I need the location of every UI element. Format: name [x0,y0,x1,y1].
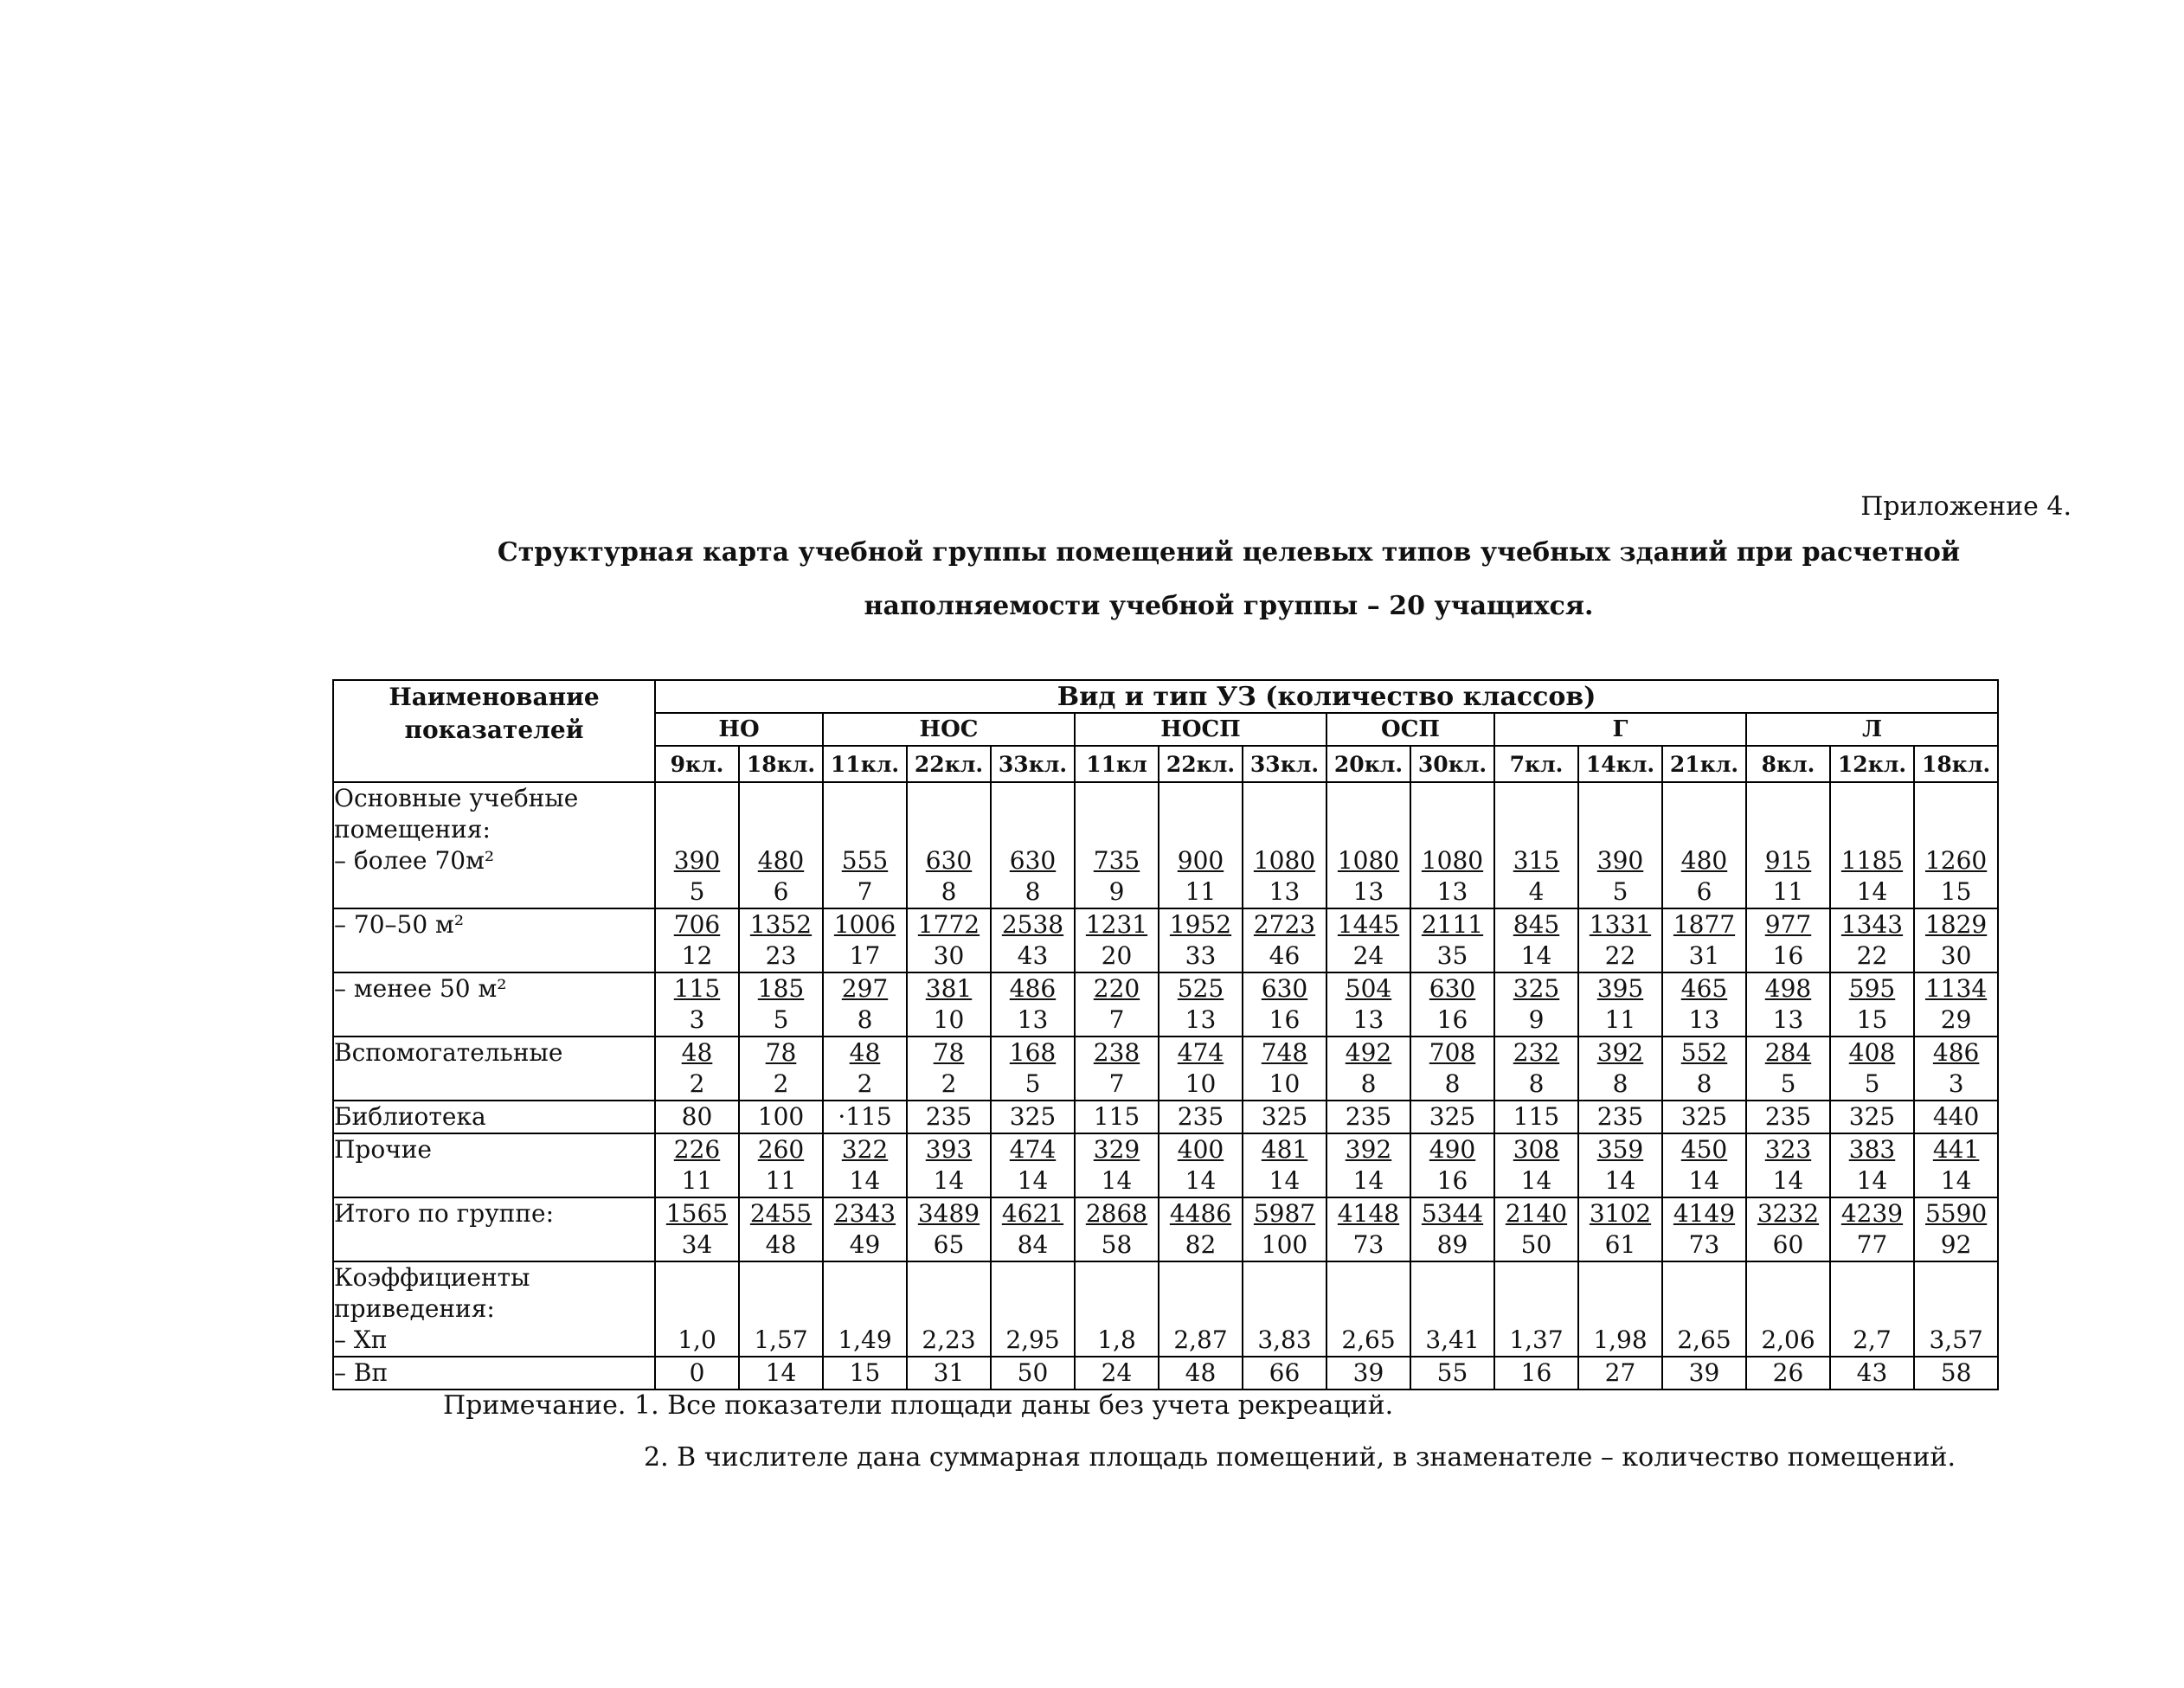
value-cell: 325 [1662,1101,1746,1133]
value-cell: 232 8 [1494,1037,1578,1101]
value-cell: 630 16 [1243,972,1326,1037]
value-cell: 474 14 [991,1133,1075,1197]
group-header: ОСП [1326,713,1494,746]
class-count-header: 9кл. [655,746,739,782]
value-cell: 5987 100 [1243,1197,1326,1261]
row-label: – Вп [333,1357,655,1390]
value-cell: 474 10 [1159,1037,1243,1101]
value-cell: 706 12 [655,908,739,972]
value-cell: 525 13 [1159,972,1243,1037]
value-cell: 1,37 [1494,1261,1578,1357]
value-cell: 58 [1914,1357,1998,1390]
value-cell: 16 [1494,1357,1578,1390]
value-cell: 235 [1578,1101,1662,1133]
table-row [333,908,1998,972]
value-cell: 329 14 [1075,1133,1159,1197]
value-cell: 100 [739,1101,823,1133]
class-count-header: 12кл. [1830,746,1914,782]
value-cell: ·115 [823,1101,907,1133]
value-cell: 1080 13 [1243,782,1326,908]
class-count-header: 11кл. [823,746,907,782]
value-cell: 490 16 [1410,1133,1494,1197]
title-line-2: наполняемости учебной группы – 20 учащихся. [864,591,1594,621]
value-cell: 0 [655,1357,739,1390]
value-cell: 26 [1746,1357,1830,1390]
value-cell: 359 14 [1578,1133,1662,1197]
row-label: – менее 50 м² [333,972,655,1037]
value-cell: 383 14 [1830,1133,1914,1197]
value-cell: 748 10 [1243,1037,1326,1101]
table-row [333,1037,1998,1101]
group-header: Г [1494,713,1746,746]
value-cell: 2343 49 [823,1197,907,1261]
row-label: Коэффициенты приведения: – Хп [333,1261,655,1357]
value-cell: 323 14 [1746,1133,1830,1197]
value-cell: 465 13 [1662,972,1746,1037]
note-2: 2. В числителе дана суммарная площадь помещений, в знаменателе – количество помещений. [644,1442,1956,1473]
value-cell: 2140 50 [1494,1197,1578,1261]
value-cell: 1445 24 [1326,908,1410,972]
row-label: – 70–50 м² [333,908,655,972]
value-cell: 325 [1410,1101,1494,1133]
class-count-header: 11кл [1075,746,1159,782]
value-cell: 55 [1410,1357,1494,1390]
value-cell: 1231 20 [1075,908,1159,972]
value-cell: 1260 15 [1914,782,1998,908]
building-type-header: Вид и тип УЗ (количество классов) [655,680,1998,713]
value-cell: 408 5 [1830,1037,1914,1101]
value-cell: 15 [823,1357,907,1390]
class-count-header: 18кл. [1914,746,1998,782]
value-cell: 235 [907,1101,991,1133]
value-cell: 325 [1243,1101,1326,1133]
value-cell: 308 14 [1494,1133,1578,1197]
value-cell: 297 8 [823,972,907,1037]
value-cell: 48 2 [823,1037,907,1101]
row-label: Библиотека [333,1101,655,1133]
value-cell: 325 [1830,1101,1914,1133]
class-count-header: 14кл. [1578,746,1662,782]
class-count-header: 33кл. [1243,746,1326,782]
value-cell: 390 5 [1578,782,1662,908]
value-cell: 48 [1159,1357,1243,1390]
value-cell: 115 3 [655,972,739,1037]
class-count-header: 22кл. [907,746,991,782]
value-cell: 185 5 [739,972,823,1037]
document-title [467,526,1990,633]
value-cell: 486 13 [991,972,1075,1037]
title-line-1: Структурная карта учебной группы помещений целевых типов учебных зданий при расчетной [497,537,1961,568]
value-cell: 43 [1830,1357,1914,1390]
row-label: Прочие [333,1133,655,1197]
value-cell: 1080 13 [1326,782,1410,908]
value-cell: 284 5 [1746,1037,1830,1101]
value-cell: 115 [1494,1101,1578,1133]
group-header: НОСП [1075,713,1326,746]
table-row [333,972,1998,1037]
value-cell: 325 9 [1494,972,1578,1037]
value-cell: 393 14 [907,1133,991,1197]
table-row [333,1261,1998,1357]
value-cell: 220 7 [1075,972,1159,1037]
value-cell: 50 [991,1357,1075,1390]
value-cell: 315 4 [1494,782,1578,908]
value-cell: 2538 43 [991,908,1075,972]
value-cell: 4148 73 [1326,1197,1410,1261]
value-cell: 1331 22 [1578,908,1662,972]
value-cell: 630 8 [991,782,1075,908]
value-cell: 2455 48 [739,1197,823,1261]
value-cell: 392 14 [1326,1133,1410,1197]
value-cell: 708 8 [1410,1037,1494,1101]
value-cell: 900 11 [1159,782,1243,908]
class-count-header: 33кл. [991,746,1075,782]
value-cell: 2,95 [991,1261,1075,1357]
value-cell: 31 [907,1357,991,1390]
value-cell: 1134 29 [1914,972,1998,1037]
value-cell: 168 5 [991,1037,1075,1101]
value-cell: 4149 73 [1662,1197,1746,1261]
value-cell: 1,98 [1578,1261,1662,1357]
value-cell: 115 [1075,1101,1159,1133]
value-cell: 1829 30 [1914,908,1998,972]
value-cell: 381 10 [907,972,991,1037]
class-count-header: 18кл. [739,746,823,782]
value-cell: 1,49 [823,1261,907,1357]
value-cell: 235 [1159,1101,1243,1133]
value-cell: 3489 65 [907,1197,991,1261]
value-cell: 39 [1326,1357,1410,1390]
value-cell: 1080 13 [1410,782,1494,908]
value-cell: 4239 77 [1830,1197,1914,1261]
value-cell: 2723 46 [1243,908,1326,972]
value-cell: 498 13 [1746,972,1830,1037]
value-cell: 48 2 [655,1037,739,1101]
row-label: Итого по группе: [333,1197,655,1261]
row-label: Вспомогательные [333,1037,655,1101]
row-label: Основные учебные помещения: – более 70м² [333,782,655,908]
value-cell: 1565 34 [655,1197,739,1261]
table-row [333,1197,1998,1261]
value-cell: 3,41 [1410,1261,1494,1357]
value-cell: 1877 31 [1662,908,1746,972]
value-cell: 552 8 [1662,1037,1746,1101]
value-cell: 845 14 [1494,908,1578,972]
value-cell: 1772 30 [907,908,991,972]
value-cell: 78 2 [907,1037,991,1101]
value-cell: 480 6 [1662,782,1746,908]
class-count-header: 20кл. [1326,746,1410,782]
value-cell: 2,23 [907,1261,991,1357]
value-cell: 5344 89 [1410,1197,1494,1261]
value-cell: 235 [1326,1101,1410,1133]
value-cell: 400 14 [1159,1133,1243,1197]
value-cell: 1343 22 [1830,908,1914,972]
value-cell: 14 [739,1357,823,1390]
group-header: НОС [823,713,1075,746]
value-cell: 5590 92 [1914,1197,1998,1261]
group-header: НО [655,713,823,746]
group-header: Л [1746,713,1998,746]
value-cell: 325 [991,1101,1075,1133]
value-cell: 555 7 [823,782,907,908]
class-count-header: 22кл. [1159,746,1243,782]
value-cell: 3102 61 [1578,1197,1662,1261]
value-cell: 226 11 [655,1133,739,1197]
value-cell: 3232 60 [1746,1197,1830,1261]
value-cell: 2,87 [1159,1261,1243,1357]
value-cell: 450 14 [1662,1133,1746,1197]
value-cell: 492 8 [1326,1037,1410,1101]
value-cell: 322 14 [823,1133,907,1197]
value-cell: 2111 35 [1410,908,1494,972]
value-cell: 235 [1746,1101,1830,1133]
value-cell: 1,8 [1075,1261,1159,1357]
value-cell: 4486 82 [1159,1197,1243,1261]
value-cell: 1952 33 [1159,908,1243,972]
value-cell: 1006 17 [823,908,907,972]
class-count-header: 21кл. [1662,746,1746,782]
value-cell: 24 [1075,1357,1159,1390]
class-count-header: 8кл. [1746,746,1830,782]
value-cell: 486 3 [1914,1037,1998,1101]
value-cell: 2868 58 [1075,1197,1159,1261]
value-cell: 395 11 [1578,972,1662,1037]
value-cell: 66 [1243,1357,1326,1390]
class-count-header: 30кл. [1410,746,1494,782]
value-cell: 260 11 [739,1133,823,1197]
value-cell: 480 6 [739,782,823,908]
value-cell: 481 14 [1243,1133,1326,1197]
value-cell: 1,57 [739,1261,823,1357]
table-row [333,1101,1998,1133]
value-cell: 915 11 [1746,782,1830,908]
structure-table [332,679,1999,1390]
value-cell: 2,06 [1746,1261,1830,1357]
table-row [333,1133,1998,1197]
value-cell: 2,65 [1326,1261,1410,1357]
value-cell: 1,0 [655,1261,739,1357]
table-row [333,782,1998,908]
value-cell: 392 8 [1578,1037,1662,1101]
value-cell: 80 [655,1101,739,1133]
value-cell: 977 16 [1746,908,1830,972]
value-cell: 39 [1662,1357,1746,1390]
indicator-name-header: Наименование показателей [333,680,655,782]
notes [443,1380,1956,1484]
value-cell: 735 9 [1075,782,1159,908]
value-cell: 3,57 [1914,1261,1998,1357]
value-cell: 4621 84 [991,1197,1075,1261]
value-cell: 1352 23 [739,908,823,972]
value-cell: 2,7 [1830,1261,1914,1357]
value-cell: 595 15 [1830,972,1914,1037]
value-cell: 78 2 [739,1037,823,1101]
value-cell: 3,83 [1243,1261,1326,1357]
value-cell: 504 13 [1326,972,1410,1037]
value-cell: 27 [1578,1357,1662,1390]
value-cell: 2,65 [1662,1261,1746,1357]
class-count-header: 7кл. [1494,746,1578,782]
appendix-label: Приложение 4. [1860,491,2072,522]
value-cell: 630 16 [1410,972,1494,1037]
value-cell: 390 5 [655,782,739,908]
value-cell: 1185 14 [1830,782,1914,908]
value-cell: 630 8 [907,782,991,908]
value-cell: 238 7 [1075,1037,1159,1101]
note-1: Примечание. 1. Все показатели площади даны без учета рекреаций. [443,1390,1394,1421]
value-cell: 441 14 [1914,1133,1998,1197]
value-cell: 440 [1914,1101,1998,1133]
